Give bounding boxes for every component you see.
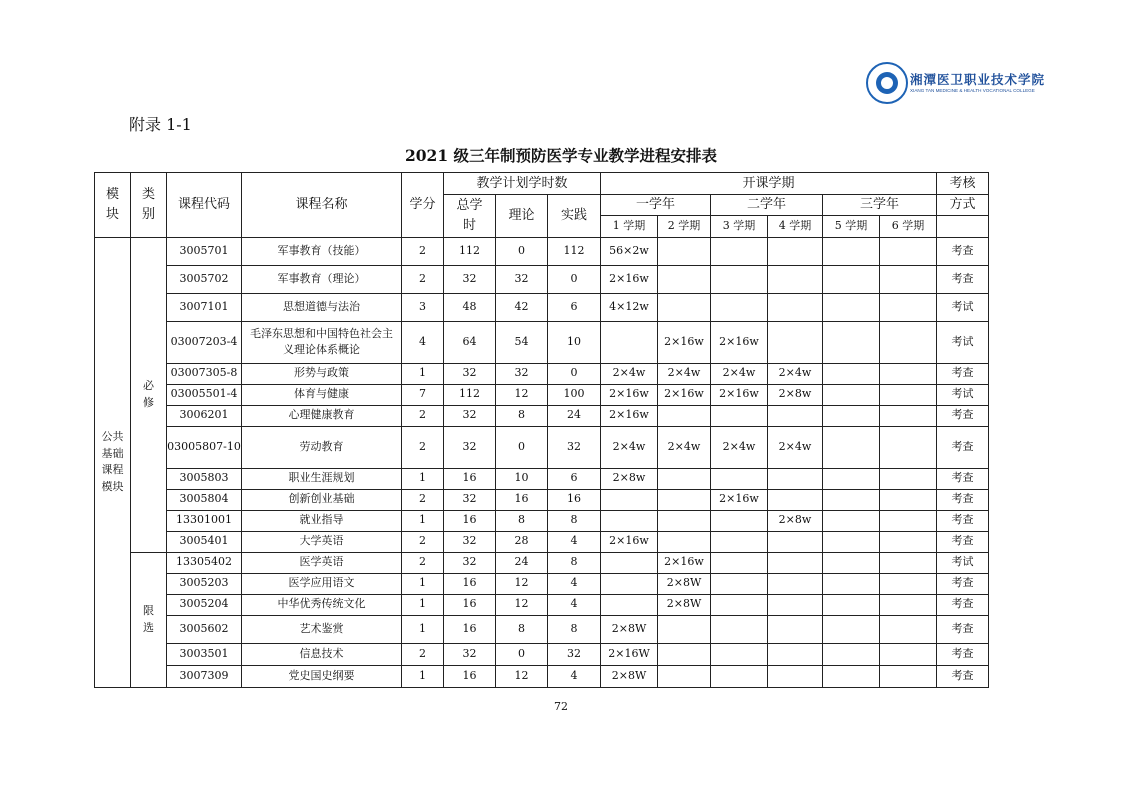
cell-practice: 0 — [548, 265, 601, 293]
cell-s5 — [823, 468, 880, 489]
cell-theory: 8 — [496, 405, 548, 426]
cell-s6 — [880, 237, 937, 265]
table-row — [95, 265, 989, 293]
cell-s1: 2×4w — [601, 363, 658, 384]
cell-s3: 2×4w — [711, 426, 768, 468]
cell-practice: 32 — [548, 426, 601, 468]
cell-theory: 16 — [496, 489, 548, 510]
cell-total: 32 — [444, 552, 496, 573]
cell-total: 16 — [444, 573, 496, 594]
cell-s2 — [658, 293, 711, 321]
header-credits: 学分 — [402, 173, 444, 238]
cell-theory: 0 — [496, 643, 548, 665]
table-body — [95, 237, 989, 687]
cell-exam: 考查 — [937, 426, 989, 468]
header-module: 模 块 — [95, 173, 131, 238]
cell-s6 — [880, 468, 937, 489]
cell-s5 — [823, 321, 880, 363]
cell-total: 16 — [444, 615, 496, 643]
cell-s3 — [711, 293, 768, 321]
cell-practice: 32 — [548, 643, 601, 665]
table-row — [95, 552, 989, 573]
cell-s1: 2×16W — [601, 643, 658, 665]
college-name: 湘潭医卫职业技术学院 — [910, 72, 1046, 87]
table-row — [95, 384, 989, 405]
cell-code: 3005204 — [167, 594, 242, 615]
cell-exam: 考查 — [937, 363, 989, 384]
cell-total: 16 — [444, 468, 496, 489]
cell-name: 创新创业基础 — [242, 489, 402, 510]
cell-s6 — [880, 510, 937, 531]
cell-s3: 2×16w — [711, 321, 768, 363]
cell-total: 32 — [444, 405, 496, 426]
cell-code: 3005702 — [167, 265, 242, 293]
cell-credits: 2 — [402, 237, 444, 265]
cell-s3 — [711, 594, 768, 615]
cell-s4 — [768, 405, 823, 426]
cell-s5 — [823, 643, 880, 665]
cell-total: 16 — [444, 594, 496, 615]
cell-s5 — [823, 405, 880, 426]
cell-name: 心理健康教育 — [242, 405, 402, 426]
cell-theory: 10 — [496, 468, 548, 489]
cell-exam: 考查 — [937, 265, 989, 293]
cell-s1: 2×8w — [601, 468, 658, 489]
cell-s2: 2×4w — [658, 363, 711, 384]
cell-s2 — [658, 531, 711, 552]
cell-s5 — [823, 293, 880, 321]
cell-code: 3005804 — [167, 489, 242, 510]
header-semester-3: 3 学期 — [711, 215, 768, 237]
cell-total: 48 — [444, 293, 496, 321]
cell-credits: 1 — [402, 665, 444, 687]
cell-s5 — [823, 426, 880, 468]
cell-s4 — [768, 468, 823, 489]
table-row — [95, 321, 989, 363]
cell-credits: 7 — [402, 384, 444, 405]
cell-credits: 2 — [402, 489, 444, 510]
cell-practice: 4 — [548, 573, 601, 594]
cell-s5 — [823, 237, 880, 265]
cell-s6 — [880, 552, 937, 573]
cell-practice: 16 — [548, 489, 601, 510]
cell-s3 — [711, 468, 768, 489]
cell-credits: 2 — [402, 405, 444, 426]
appendix-label: 附录 1-1 — [129, 115, 192, 134]
cell-total: 32 — [444, 265, 496, 293]
cell-exam: 考查 — [937, 489, 989, 510]
table-row — [95, 237, 989, 265]
table-row — [95, 468, 989, 489]
cell-practice: 8 — [548, 510, 601, 531]
cell-exam: 考查 — [937, 531, 989, 552]
cell-s5 — [823, 384, 880, 405]
header-hours-group: 教学计划学时数 — [444, 173, 601, 195]
cell-exam: 考查 — [937, 468, 989, 489]
cell-exam: 考试 — [937, 293, 989, 321]
cell-code: 3005401 — [167, 531, 242, 552]
cell-practice: 6 — [548, 468, 601, 489]
cell-credits: 2 — [402, 265, 444, 293]
cell-practice: 4 — [548, 594, 601, 615]
header-semester-1: 1 学期 — [601, 215, 658, 237]
cell-total: 32 — [444, 643, 496, 665]
module-public-basic: 公共 基础 课程 模块 — [95, 237, 131, 687]
cell-s2 — [658, 643, 711, 665]
cell-s2 — [658, 237, 711, 265]
cell-name: 军事教育（理论） — [242, 265, 402, 293]
cell-credits: 3 — [402, 293, 444, 321]
cell-s3 — [711, 665, 768, 687]
cell-code: 13305402 — [167, 552, 242, 573]
cell-practice: 24 — [548, 405, 601, 426]
table-row — [95, 594, 989, 615]
cell-name: 体育与健康 — [242, 384, 402, 405]
cell-s4 — [768, 531, 823, 552]
cell-s5 — [823, 573, 880, 594]
header-hours-practice: 实践 — [548, 195, 601, 238]
cell-name: 军事教育（技能） — [242, 237, 402, 265]
cell-credits: 2 — [402, 643, 444, 665]
cell-total: 16 — [444, 510, 496, 531]
cell-s2 — [658, 405, 711, 426]
table-row — [95, 426, 989, 468]
cell-s1: 56×2w — [601, 237, 658, 265]
cell-s2: 2×16w — [658, 384, 711, 405]
cell-exam: 考查 — [937, 643, 989, 665]
table-row — [95, 405, 989, 426]
cell-theory: 12 — [496, 665, 548, 687]
cell-s6 — [880, 321, 937, 363]
cell-code: 3005203 — [167, 573, 242, 594]
cell-theory: 8 — [496, 510, 548, 531]
cell-s3: 2×16w — [711, 489, 768, 510]
cell-exam: 考试 — [937, 321, 989, 363]
cell-theory: 28 — [496, 531, 548, 552]
page-title: 2021 级三年制预防医学专业教学进程安排表 — [404, 146, 718, 165]
cell-s1: 4×12w — [601, 293, 658, 321]
cell-s6 — [880, 615, 937, 643]
cell-theory: 12 — [496, 384, 548, 405]
cell-s3 — [711, 615, 768, 643]
header-exam-a: 考核 — [937, 173, 989, 195]
cell-practice: 8 — [548, 552, 601, 573]
cell-s4 — [768, 573, 823, 594]
cell-name: 信息技术 — [242, 643, 402, 665]
cell-s3 — [711, 265, 768, 293]
cell-s1: 2×8W — [601, 615, 658, 643]
cell-theory: 24 — [496, 552, 548, 573]
cell-s5 — [823, 510, 880, 531]
header-hours-theory: 理论 — [496, 195, 548, 238]
cell-total: 32 — [444, 426, 496, 468]
cell-credits: 2 — [402, 552, 444, 573]
cell-s6 — [880, 665, 937, 687]
cell-name: 就业指导 — [242, 510, 402, 531]
cell-s1: 2×16w — [601, 384, 658, 405]
header-course-name: 课程名称 — [242, 173, 402, 238]
cell-s2: 2×16w — [658, 552, 711, 573]
cell-code: 3005803 — [167, 468, 242, 489]
cell-practice: 6 — [548, 293, 601, 321]
cell-credits: 2 — [402, 531, 444, 552]
header-course-code: 课程代码 — [167, 173, 242, 238]
page-number: 72 — [554, 700, 568, 713]
header-category: 类 别 — [131, 173, 167, 238]
header-semester-5: 5 学期 — [823, 215, 880, 237]
cell-s2: 2×8W — [658, 594, 711, 615]
cell-practice: 4 — [548, 531, 601, 552]
header-year1: 一学年 — [601, 195, 711, 216]
cell-theory: 32 — [496, 363, 548, 384]
cell-exam: 考查 — [937, 665, 989, 687]
cell-total: 16 — [444, 665, 496, 687]
cell-s4 — [768, 552, 823, 573]
cell-name: 中华优秀传统文化 — [242, 594, 402, 615]
cell-s2 — [658, 265, 711, 293]
cell-s6 — [880, 594, 937, 615]
cell-s4: 2×4w — [768, 363, 823, 384]
teaching-plan-table — [94, 172, 989, 688]
cell-practice: 8 — [548, 615, 601, 643]
cell-code: 3007309 — [167, 665, 242, 687]
cell-code: 3005602 — [167, 615, 242, 643]
cell-credits: 4 — [402, 321, 444, 363]
cell-credits: 1 — [402, 510, 444, 531]
cell-s5 — [823, 363, 880, 384]
cell-s3 — [711, 510, 768, 531]
header-schedule-group: 开课学期 — [601, 173, 937, 195]
cell-s3 — [711, 531, 768, 552]
cell-s5 — [823, 594, 880, 615]
cell-practice: 0 — [548, 363, 601, 384]
college-english-name: XIANG TAN MEDICINE & HEALTH VOCATIONAL COLLEGE — [910, 88, 1035, 93]
cell-s6 — [880, 265, 937, 293]
cell-s6 — [880, 426, 937, 468]
cell-code: 3005701 — [167, 237, 242, 265]
cell-s1: 2×8W — [601, 665, 658, 687]
header-exam-b: 方式 — [937, 195, 989, 216]
cell-s1 — [601, 489, 658, 510]
cell-s2 — [658, 665, 711, 687]
cell-credits: 1 — [402, 363, 444, 384]
cell-s3: 2×4w — [711, 363, 768, 384]
table-row — [95, 510, 989, 531]
cell-theory: 12 — [496, 573, 548, 594]
cell-code: 3006201 — [167, 405, 242, 426]
cell-exam: 考查 — [937, 510, 989, 531]
cell-practice: 112 — [548, 237, 601, 265]
cell-exam: 考查 — [937, 237, 989, 265]
cell-total: 32 — [444, 531, 496, 552]
cell-s1 — [601, 573, 658, 594]
cell-s4 — [768, 237, 823, 265]
cell-total: 64 — [444, 321, 496, 363]
cell-s5 — [823, 552, 880, 573]
cell-theory: 12 — [496, 594, 548, 615]
cell-s1: 2×16w — [601, 531, 658, 552]
cell-name: 职业生涯规划 — [242, 468, 402, 489]
cell-code: 3003501 — [167, 643, 242, 665]
cell-credits: 1 — [402, 594, 444, 615]
cell-credits: 1 — [402, 573, 444, 594]
cell-total: 112 — [444, 237, 496, 265]
cell-s6 — [880, 405, 937, 426]
cell-s4 — [768, 665, 823, 687]
cell-name: 医学应用语文 — [242, 573, 402, 594]
header-exam-blank — [937, 215, 989, 237]
cell-s2 — [658, 468, 711, 489]
cell-s1 — [601, 594, 658, 615]
cell-s3: 2×16w — [711, 384, 768, 405]
cell-name: 党史国史纲要 — [242, 665, 402, 687]
cell-code: 13301001 — [167, 510, 242, 531]
table-row — [95, 363, 989, 384]
category-required: 必 修 — [131, 237, 167, 552]
table-row — [95, 643, 989, 665]
cell-practice: 100 — [548, 384, 601, 405]
cell-s1 — [601, 510, 658, 531]
cell-theory: 8 — [496, 615, 548, 643]
cell-total: 32 — [444, 489, 496, 510]
cell-practice: 4 — [548, 665, 601, 687]
cell-s4 — [768, 615, 823, 643]
cell-theory: 42 — [496, 293, 548, 321]
cell-s4: 2×8w — [768, 384, 823, 405]
cell-s3 — [711, 573, 768, 594]
cell-s6 — [880, 363, 937, 384]
cell-s5 — [823, 489, 880, 510]
cell-s1: 2×16w — [601, 405, 658, 426]
table-row — [95, 615, 989, 643]
cell-credits: 1 — [402, 615, 444, 643]
cell-theory: 32 — [496, 265, 548, 293]
cell-name: 思想道德与法治 — [242, 293, 402, 321]
cell-code: 03007203-4 — [167, 321, 242, 363]
cell-code: 03007305-8 — [167, 363, 242, 384]
cell-s5 — [823, 265, 880, 293]
cell-s1 — [601, 321, 658, 363]
cell-s5 — [823, 615, 880, 643]
cell-s1 — [601, 552, 658, 573]
cell-s4 — [768, 321, 823, 363]
table-row — [95, 293, 989, 321]
cell-exam: 考查 — [937, 405, 989, 426]
cell-s2: 2×16w — [658, 321, 711, 363]
cell-exam: 考查 — [937, 573, 989, 594]
cell-code: 3007101 — [167, 293, 242, 321]
cell-s4 — [768, 594, 823, 615]
cell-s6 — [880, 293, 937, 321]
cell-s2 — [658, 510, 711, 531]
cell-s1: 2×4w — [601, 426, 658, 468]
header-semester-4: 4 学期 — [768, 215, 823, 237]
cell-s3 — [711, 405, 768, 426]
cell-name: 形势与政策 — [242, 363, 402, 384]
cell-s3 — [711, 237, 768, 265]
college-logo — [866, 62, 1046, 106]
cell-s4 — [768, 265, 823, 293]
cell-s2 — [658, 615, 711, 643]
category-elective: 限 选 — [131, 552, 167, 687]
cell-credits: 2 — [402, 426, 444, 468]
cell-name: 毛泽东思想和中国特色社会主义理论体系概论 — [242, 321, 402, 363]
cell-s6 — [880, 643, 937, 665]
cell-name: 艺术鉴赏 — [242, 615, 402, 643]
cell-name: 大学英语 — [242, 531, 402, 552]
cell-code: 03005501-4 — [167, 384, 242, 405]
header-hours-total: 总学 时 — [444, 195, 496, 238]
table-row — [95, 665, 989, 687]
cell-s4: 2×8w — [768, 510, 823, 531]
table-row — [95, 531, 989, 552]
cell-s2 — [658, 489, 711, 510]
cell-s4 — [768, 643, 823, 665]
cell-name: 劳动教育 — [242, 426, 402, 468]
header-year2: 二学年 — [711, 195, 823, 216]
cell-name: 医学英语 — [242, 552, 402, 573]
cell-s1: 2×16w — [601, 265, 658, 293]
cell-s6 — [880, 531, 937, 552]
cell-exam: 考查 — [937, 615, 989, 643]
cell-practice: 10 — [548, 321, 601, 363]
cell-s3 — [711, 552, 768, 573]
cell-theory: 0 — [496, 426, 548, 468]
cell-s6 — [880, 573, 937, 594]
cell-s6 — [880, 489, 937, 510]
header-year3: 三学年 — [823, 195, 937, 216]
cell-s4 — [768, 293, 823, 321]
header-semester-6: 6 学期 — [880, 215, 937, 237]
cell-s5 — [823, 665, 880, 687]
cell-code: 03005807-10 — [167, 426, 242, 468]
cell-exam: 考查 — [937, 594, 989, 615]
cell-theory: 0 — [496, 237, 548, 265]
header-semester-2: 2 学期 — [658, 215, 711, 237]
cell-s4 — [768, 489, 823, 510]
table-row — [95, 489, 989, 510]
cell-s2: 2×4w — [658, 426, 711, 468]
table-row — [95, 573, 989, 594]
cell-total: 112 — [444, 384, 496, 405]
cell-exam: 考试 — [937, 552, 989, 573]
cell-theory: 54 — [496, 321, 548, 363]
cell-exam: 考试 — [937, 384, 989, 405]
cell-s4: 2×4w — [768, 426, 823, 468]
cell-credits: 1 — [402, 468, 444, 489]
cell-total: 32 — [444, 363, 496, 384]
cell-s6 — [880, 384, 937, 405]
cell-s2: 2×8W — [658, 573, 711, 594]
cell-s3 — [711, 643, 768, 665]
cell-s5 — [823, 531, 880, 552]
college-emblem-icon — [866, 62, 908, 104]
